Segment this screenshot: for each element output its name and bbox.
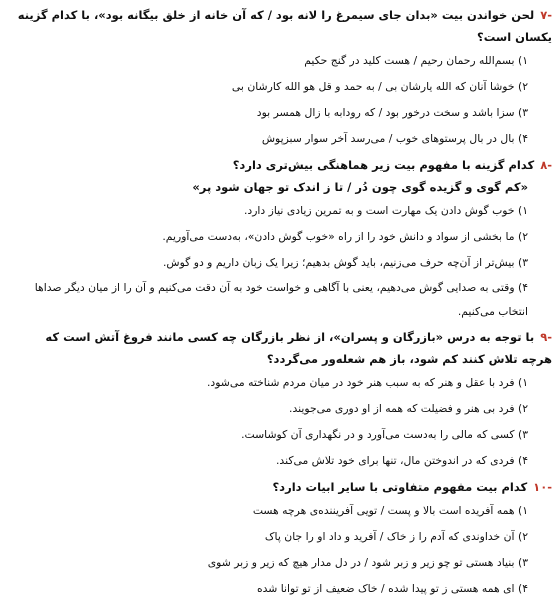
question-8 xyxy=(12,152,552,324)
question-number: -۸ xyxy=(540,158,552,172)
question-text: کدام بیت مفهوم متفاوتی با سایر ابیات دارد؟ xyxy=(272,480,528,494)
option-1[interactable]: ۱) بسم‌الله رحمان رحیم / هست کلید در گنج حکیم xyxy=(304,54,528,67)
option-1[interactable]: ۱) فرد با عقل و هنر که به سبب هنر خود در میان مردم شناخته می‌شود. xyxy=(206,376,528,389)
option-4[interactable]: ۴) ای همه هستی ز تو پیدا شده / خاک ضعیف از تو توانا شده xyxy=(256,582,528,595)
question-text: کدام گزینه با مفهوم بیت زیر هماهنگی بیش‌تری دارد؟ xyxy=(232,158,535,172)
option-3[interactable]: ۳) سزا باشد و سخت درخور بود / که رودابه با زال همسر بود xyxy=(256,106,528,119)
options-list xyxy=(12,198,552,324)
option-4[interactable]: ۴) فردی که در اندوختن مال، تنها برای خود تلاش می‌کند. xyxy=(275,454,528,467)
option-4[interactable]: ۴) بال در بال پرستوهای خوب / می‌رسد آخر سوار سبزپوش xyxy=(261,132,528,145)
option-1[interactable]: ۱) خوب گوش دادن یک مهارت است و به تمرین زیادی نیاز دارد. xyxy=(243,204,528,217)
question-text: لحن خواندن بیت «بدان جای سیمرغ را لانه بود / که آن خانه از خلق بیگانه بود»، با کدام گزینه یکسان است؟ xyxy=(17,8,552,44)
question-number: -۹ xyxy=(540,330,552,344)
question-7 xyxy=(12,2,552,152)
option-3[interactable]: ۳) بنیاد هستی تو چو زیر و زبر شود / در دل مدار هیچ که زیر و زبر شوی xyxy=(207,556,528,569)
option-2[interactable]: ۲) فرد بی هنر و فضیلت که همه از او دوری می‌جویند. xyxy=(289,402,528,415)
option-2[interactable]: ۲) ما بخشی از سواد و دانش خود را از راه «خوب گوش دادن»، به‌دست می‌آوریم. xyxy=(162,230,528,243)
question-9 xyxy=(12,324,552,474)
question-number: -۱۰ xyxy=(533,480,552,494)
question-stem xyxy=(12,152,552,176)
option-3[interactable]: ۳) بیش‌تر از آن‌چه حرف می‌زنیم، باید گوش بدهیم؛ زیرا یک زبان داریم و دو گوش. xyxy=(162,256,528,269)
option-1[interactable]: ۱) همه آفریده است بالا و پست / تویی آفریننده‌ی هرچه هست xyxy=(252,504,528,517)
quoted-verse: «کم گوی و گزیده گوی چون دُر / تا ز اندک تو جهان شود پر» xyxy=(192,180,528,194)
question-10 xyxy=(12,474,552,602)
option-4[interactable]: ۴) وقتی به صدایی گوش می‌دهیم، یعنی با آگاهی و خواست خود به آن دقت می‌کنیم و آن را از میان دیگر صداها انتخاب می‌کنیم. xyxy=(34,281,528,318)
question-stem xyxy=(12,474,552,498)
option-2[interactable]: ۲) آن خداوندی که آدم را ز خاک / آفرید و داد او را جان پاک xyxy=(264,530,528,543)
question-stem xyxy=(12,324,552,370)
option-3[interactable]: ۳) کسی که مالی را به‌دست می‌آورد و در نگهداری آن کوشاست. xyxy=(241,428,528,441)
options-list xyxy=(12,48,552,152)
options-list xyxy=(12,370,552,474)
question-text: با توجه به درس «بازرگان و پسران»، از نظر بازرگان چه کسی مانند فروغ آتش است که هرچه تلاش کنند کم شود، باز هم شعله‌ور می‌گردد؟ xyxy=(45,330,552,366)
question-stem xyxy=(12,2,552,48)
question-number: -۷ xyxy=(540,8,552,22)
option-2[interactable]: ۲) خوشا آنان که الله یارشان بی / به حمد و قل هو الله کارشان بی xyxy=(231,80,528,93)
options-list xyxy=(12,498,552,602)
